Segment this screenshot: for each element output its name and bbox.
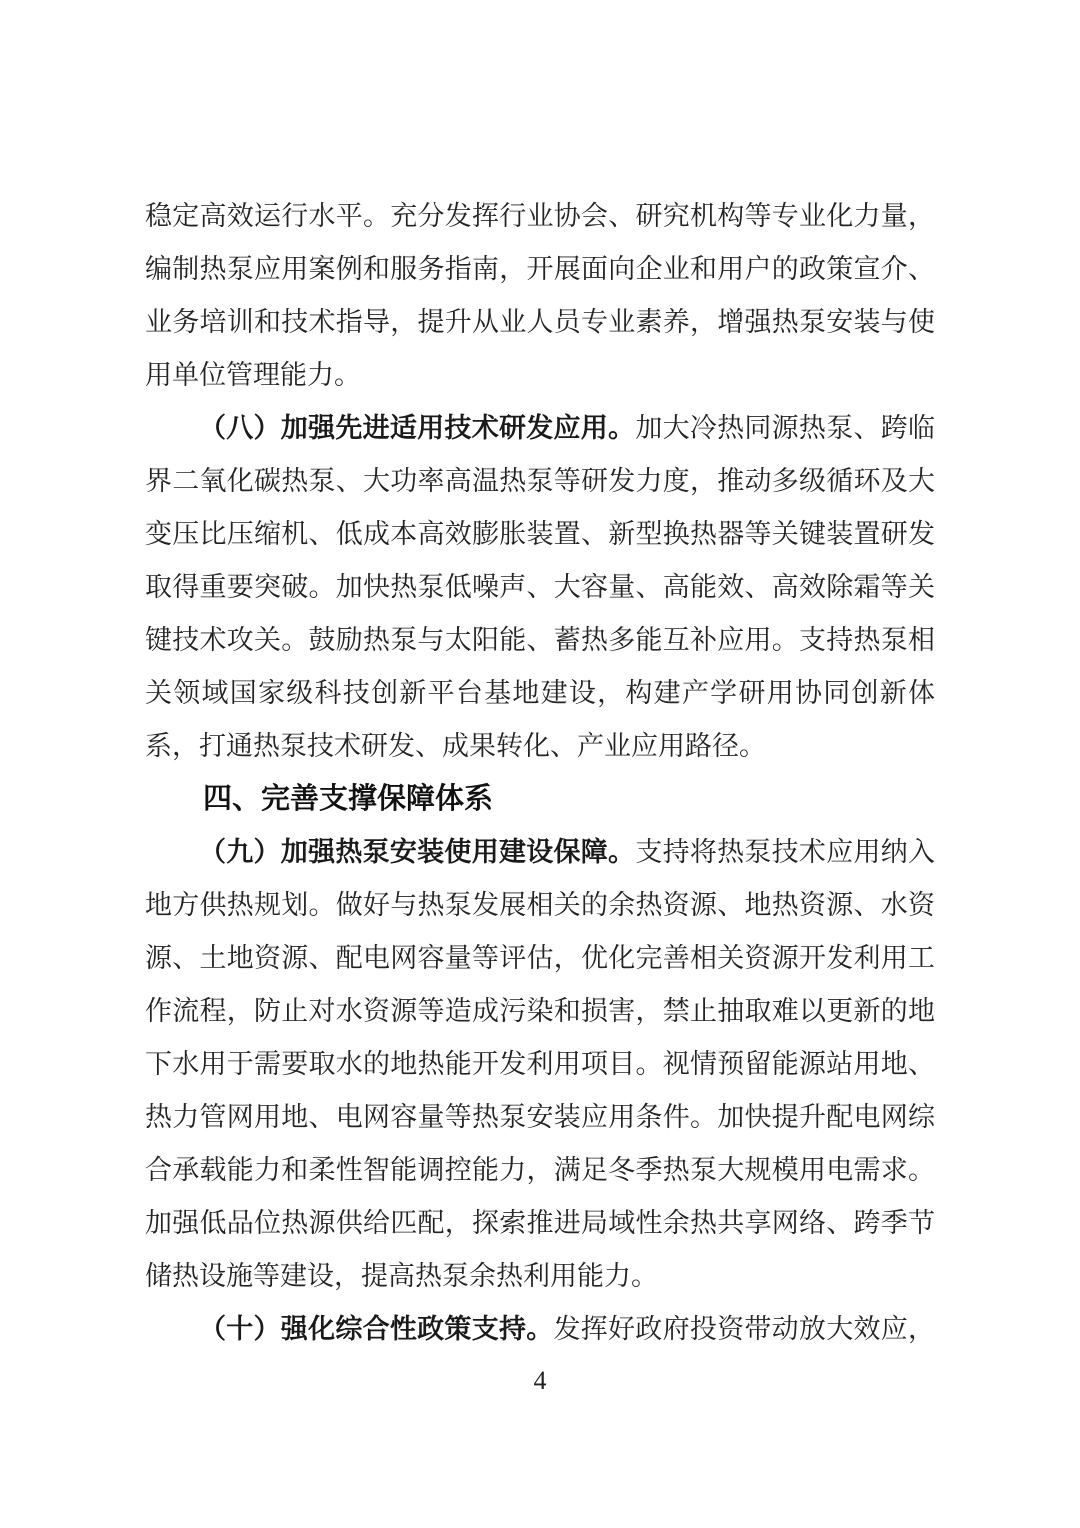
paragraph-lead: （十）强化综合性政策支持。: [199, 1314, 554, 1344]
text-line: 关领域国家级科技创新平台基地建设，构建产学研用协同创新体: [145, 678, 935, 708]
paragraph-text: 加大冷热同源热泵、跨临: [635, 413, 935, 443]
text-line: 稳定高效运行水平。充分发挥行业协会、研究机构等专业化力量，: [145, 201, 935, 231]
text-line: 用单位管理能力。: [145, 360, 361, 390]
text-line: 热力管网用地、电网容量等热泵安装应用条件。加快提升配电网综: [145, 1102, 935, 1132]
text-line: [145, 826, 935, 879]
text-line: 地方供热规划。做好与热泵发展相关的余热资源、地热资源、水资: [145, 890, 935, 920]
text-line: 键技术攻关。鼓励热泵与太阳能、蓄热多能互补应用。支持热泵相: [145, 625, 935, 655]
text-line: 界二氧化碳热泵、大功率高温热泵等研发力度，推动多级循环及大: [145, 466, 935, 496]
text-line: 加强低品位热源供给匹配，探索推进局域性余热共享网络、跨季节: [145, 1208, 935, 1238]
paragraph-lead: （八）加强先进适用技术研发应用。: [199, 413, 636, 443]
text-line: [145, 402, 935, 455]
section-heading: 四、完善支撑保障体系: [203, 783, 494, 815]
text-line: 储热设施等建设，提高热泵余热利用能力。: [145, 1261, 658, 1291]
text-line: 源、土地资源、配电网容量等评估，优化完善相关资源开发利用工: [145, 943, 935, 973]
text-line: [145, 1303, 935, 1356]
text-line: 变压比压缩机、低成本高效膨胀装置、新型换热器等关键装置研发: [145, 519, 935, 549]
text-line: 合承载能力和柔性智能调控能力，满足冬季热泵大规模用电需求。: [145, 1155, 935, 1185]
paragraph-lead: （九）加强热泵安装使用建设保障。: [199, 837, 636, 867]
page-number: 4: [533, 1366, 547, 1395]
text-line: 业务培训和技术指导，提升从业人员专业素养，增强热泵安装与使: [145, 307, 935, 337]
paragraph-text: 支持将热泵技术应用纳入: [635, 837, 935, 867]
document-text-block: [145, 190, 935, 1356]
text-line: 系，打通热泵技术研发、成果转化、产业应用路径。: [145, 731, 766, 761]
text-line: 编制热泵应用案例和服务指南，开展面向企业和用户的政策宣介、: [145, 254, 935, 284]
text-line: 取得重要突破。加快热泵低噪声、大容量、高能效、高效除霜等关: [145, 572, 935, 602]
paragraph-text: 发挥好政府投资带动放大效应，: [553, 1314, 935, 1344]
text-line: 作流程，防止对水资源等造成污染和损害，禁止抽取难以更新的地: [145, 996, 935, 1026]
text-line: 下水用于需要取水的地热能开发利用项目。视情预留能源站用地、: [145, 1049, 935, 1079]
